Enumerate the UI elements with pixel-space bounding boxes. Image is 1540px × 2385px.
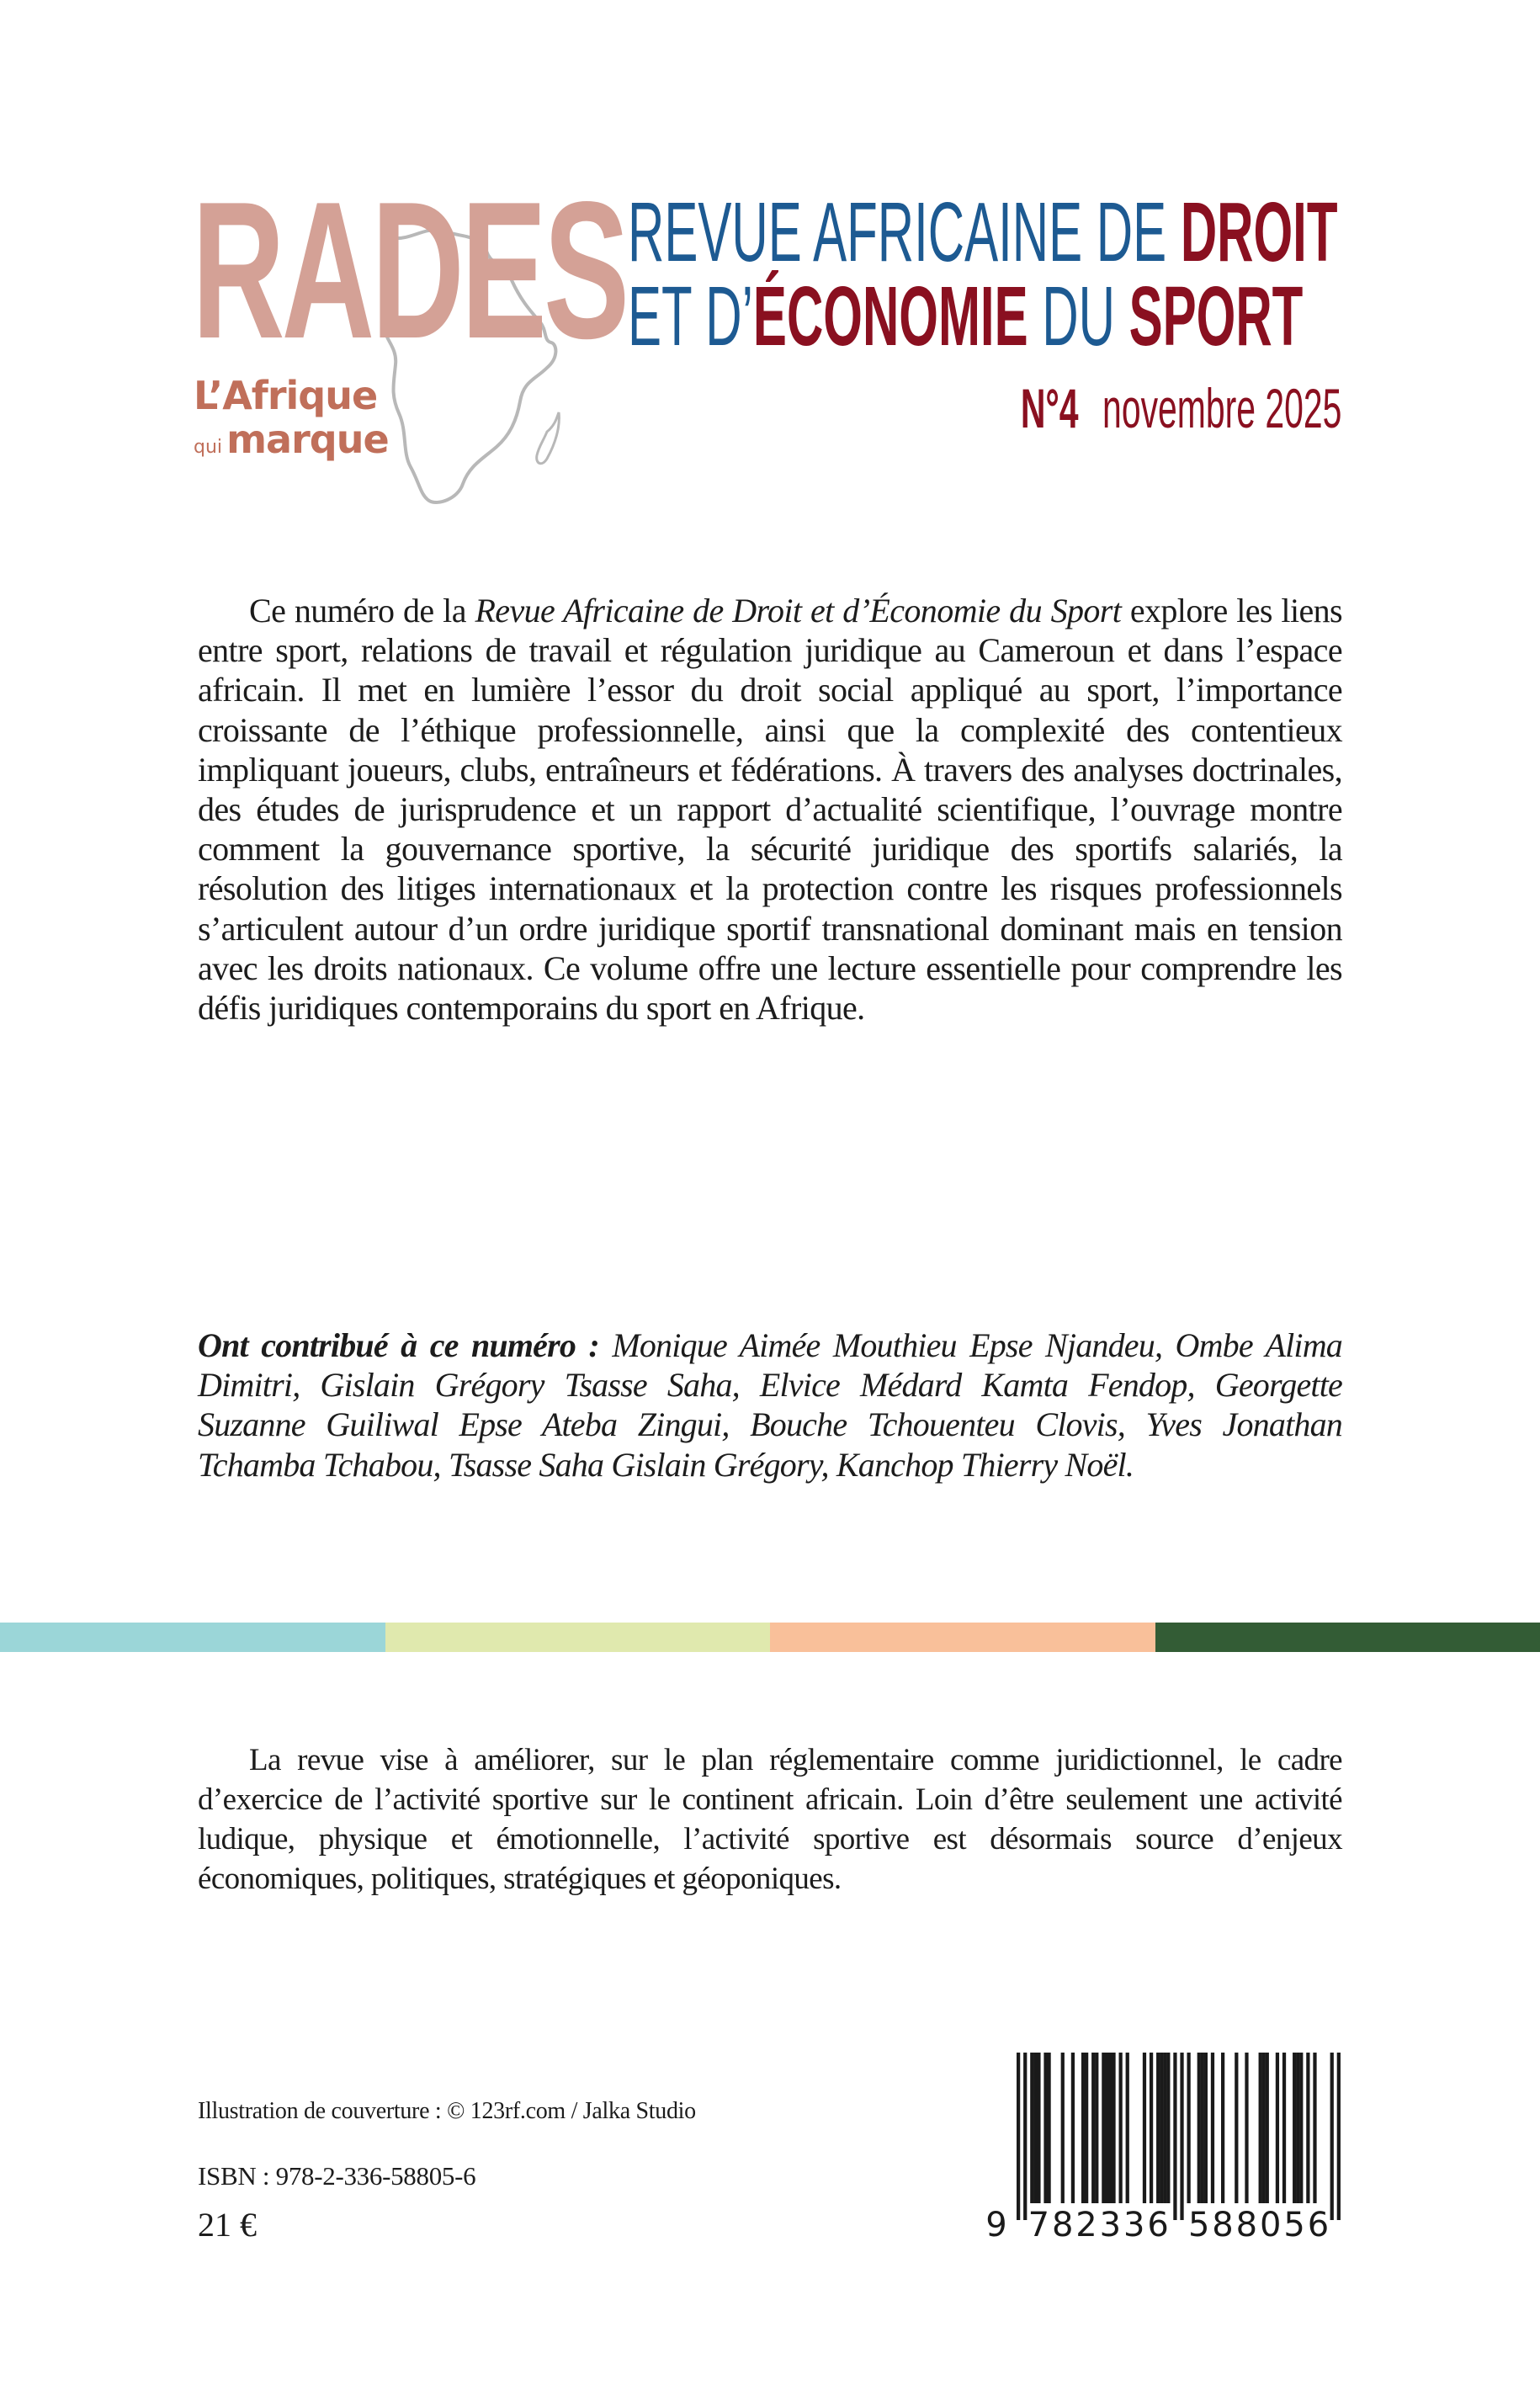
svg-text:6: 6 bbox=[1147, 2206, 1169, 2244]
title-segment: ET D’ bbox=[628, 269, 753, 364]
logo-tagline-second-line bbox=[194, 417, 389, 462]
svg-text:5: 5 bbox=[1283, 2206, 1305, 2244]
title-segment: ÉCONOMIE bbox=[752, 269, 1028, 364]
svg-text:6: 6 bbox=[1307, 2206, 1330, 2244]
tagline-big-word: marque bbox=[226, 417, 389, 462]
svg-text:7: 7 bbox=[1028, 2206, 1050, 2244]
price: 21 € bbox=[198, 2206, 257, 2244]
title-segment: SPORT bbox=[1128, 269, 1304, 364]
contributors-label: Ont contribué à ce numéro : bbox=[198, 1326, 599, 1364]
svg-text:0: 0 bbox=[1259, 2206, 1282, 2244]
issue-info bbox=[1020, 377, 1341, 439]
svg-text:5: 5 bbox=[1187, 2206, 1210, 2244]
contributors-paragraph bbox=[198, 1325, 1342, 1485]
issue-date: novembre 2025 bbox=[1102, 377, 1341, 439]
logo-tagline: L’Afrique bbox=[194, 373, 378, 418]
stripe-segment-1 bbox=[0, 1623, 385, 1652]
isbn: ISBN : 978-2-336-58805-6 bbox=[198, 2161, 476, 2191]
title-segment: DROIT bbox=[1180, 185, 1338, 279]
summary-intro: Ce numéro de la bbox=[249, 592, 475, 629]
journal-title-line-2 bbox=[628, 269, 1304, 364]
logo-wordmark: RADES bbox=[192, 162, 627, 380]
svg-text:2: 2 bbox=[1075, 2206, 1097, 2244]
issue-number: N°4 bbox=[1020, 377, 1079, 439]
svg-text:9: 9 bbox=[985, 2206, 1007, 2244]
svg-text:8: 8 bbox=[1212, 2206, 1234, 2244]
summary-body: explore les liens entre sport, relations de travail et régulation juridique au Cameroun et dans l’espace africain. Il met en lumière l’essor du droit social appliqué au sport, l’importance croissante de l’éthique professionnelle, ainsi que la complexité des contentieux impliquant joueurs, clubs, entraîneurs et fédérations. À travers des analyses doctrinales, des études de jurisprudence et un rapport d’actualité scientifique, l’ouvrage montre comment la gouvernance sportive, la sécurité juridique des sportifs salariés, la résolution des litiges internationaux et la protection contre les risques professionnels s’articulent autour d’un ordre juridique sportif transnational dominant mais en tension avec les droits nationaux. Ce volume offre une lecture essentielle pour comprendre les défis juridiques contemporains du sport en Afrique. bbox=[198, 592, 1342, 1028]
svg-text:8: 8 bbox=[1051, 2206, 1074, 2244]
journal-title-line-1 bbox=[628, 185, 1338, 279]
title-segment: REVUE AFRICAINE DE bbox=[628, 185, 1181, 279]
tagline-small-word: qui bbox=[194, 437, 223, 458]
stripe-segment-4 bbox=[1155, 1623, 1540, 1652]
color-stripe bbox=[0, 1623, 1540, 1652]
svg-text:3: 3 bbox=[1099, 2206, 1122, 2244]
title-segment: DU bbox=[1028, 269, 1129, 364]
svg-text:3: 3 bbox=[1123, 2206, 1145, 2244]
stripe-segment-2 bbox=[385, 1623, 771, 1652]
stripe-segment-3 bbox=[770, 1623, 1155, 1652]
journal-title-italic: Revue Africaine de Droit et d’Économie du Sport bbox=[475, 592, 1122, 629]
cover-credit: Illustration de couverture : © 123rf.com / Jalka Studio bbox=[198, 2098, 696, 2124]
contributors-names: Monique Aimée Mouthieu Epse Njandeu, Ombe Alima Dimitri, Gislain Grégory Tsasse Saha, Elvice Médard Kamta Fendop, Georgette Suzanne Guiliwal Epse Ateba Zingui, Bouche Tchouenteu Clovis, Yves Jonathan Tchamba Tchabou, Tsasse Saha Gislain Grégory, Kanchop Thierry Noël. bbox=[198, 1326, 1343, 1484]
summary-paragraph bbox=[198, 591, 1342, 1028]
isbn-barcode bbox=[943, 2045, 1355, 2247]
mission-paragraph: La revue vise à améliorer, sur le plan réglementaire comme juridictionnel, le cadre d’exercice de l’activité sportive sur le continent africain. Loin d’être seulement une activité ludique, physique et émotionnelle, l’activité sportive est désormais source d’enjeux économiques, politiques, stratégiques et géoponiques. bbox=[198, 1743, 1342, 1896]
svg-text:8: 8 bbox=[1235, 2206, 1258, 2244]
